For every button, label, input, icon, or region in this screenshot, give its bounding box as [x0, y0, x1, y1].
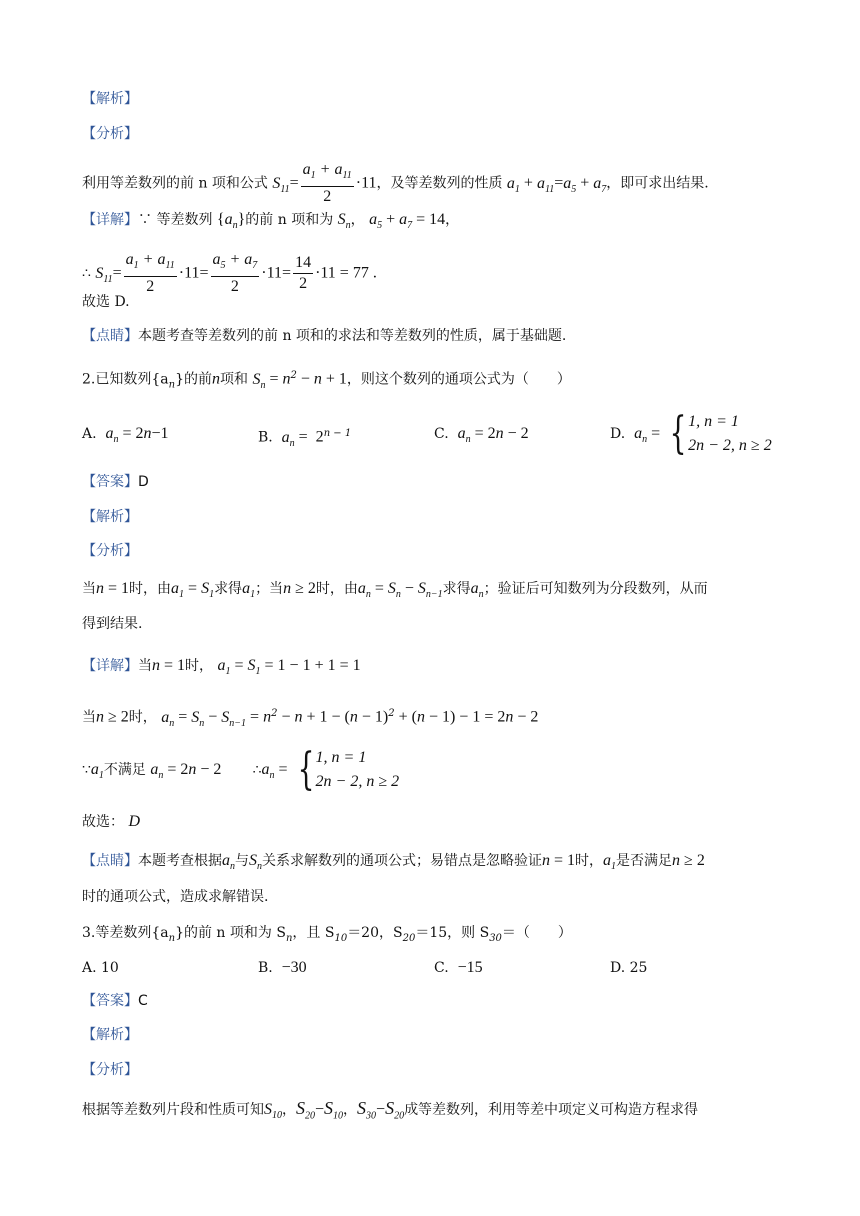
fenxi-q2: 【分析】	[82, 543, 138, 559]
analysis-q3: 【解析】	[82, 1027, 138, 1043]
detail-q2-line1: 【详解】当n = 1时， $a_1 = S_1 = 1 - 1 + 1 = 1$	[82, 657, 361, 678]
detail-line-2: ∴ $S_{11}=$ $\frac{a_1 + a_{11}}{2}$ ·11= $\frac{a_5 + a_7}{2}$ ·11= $\frac{14}{2}$ ·11 = 77 .	[82, 251, 377, 296]
fenxi-text: 利用等差数列的前 n 项和公式 $S_{11}=$ $\frac{a_1 + a_{11}}{2}$ ·11，及等差数列的性质 $a_1 + a_{11}=a_5 + a_7$，即可求出结果.	[82, 161, 709, 206]
answer-q3: 【答案】C	[82, 993, 148, 1009]
q3-option-b: B. −30	[258, 959, 307, 976]
question-2-stem: 2.已知数列$\{a_n\}$的前n项和 $S_n = n^2 - n + 1$，则这个数列的通项公式为（ ）	[82, 370, 571, 391]
comment-q2-line1: 【点睛】本题考查根据$a_n$与$S_n$关系求解数列的通项公式；易错点是忽略验证n = 1时，$a_1$是否满足n ≥ 2	[82, 852, 705, 873]
fenxi-q2-line2: 得到结果.	[82, 616, 143, 632]
analysis-q2: 【解析】	[82, 509, 138, 525]
option-d: D. $a_n = \{1$, n = 1 2n − 2, n ≥ 2	[610, 408, 772, 459]
comment-q1: 【点睛】本题考查等差数列的前 n 项和的求法和等差数列的性质，属于基础题.	[82, 328, 567, 344]
fenxi-q2-line1: 当n = 1时，由$a_1 = S_1$求得$a_1$；当n ≥ 2时，由$a_n = S_n - S_{n-1}$求得$a_n$；验证后可知数列为分段数列，从而	[82, 580, 708, 601]
detail-q2-line3: $\because a_1$不满足 $a_n = 2n - 2$ $\therefore a_n = \{1$, n = 1 2n − 2, n ≥ 2	[82, 744, 400, 795]
answer-q2: 【答案】D	[82, 474, 149, 490]
comment-q2-line2: 时的通项公式，造成求解错误.	[82, 889, 269, 905]
fenxi-q3-line1: 根据等差数列片段和性质可知$S_{10}$，$S_{20}-S_{10}$，$S_{30}-S_{20}$成等差数列，利用等差中项定义可构造方程求得	[82, 1098, 699, 1122]
fenxi-q3: 【分析】	[82, 1062, 138, 1078]
q3-option-c: C. −15	[434, 959, 483, 976]
option-c: C. $a_n = 2n - 2$	[434, 425, 529, 446]
option-a: A. $a_n = 2n-1$	[82, 425, 169, 446]
detail-q2-line2: 当n ≥ 2时， $a_n = S_n - S_{n-1} = n^2 - n + 1 - (n - 1)^2 + (n - 1) - 1 = 2n - 2$	[82, 708, 539, 729]
analysis-tag: 【解析】	[82, 91, 138, 107]
option-b: B. $a_n = 2^{n - 1}$	[258, 428, 352, 449]
q3-option-a: A. 10	[82, 960, 119, 976]
fenxi-tag: 【分析】	[82, 126, 138, 142]
detail-line-1: 【详解】∵ 等差数列 $\{a_n\}$的前 n 项和为 $S_n$， $a_5 + a_7 = 14$，	[82, 211, 460, 232]
choose-q2: 故选： D	[82, 813, 141, 830]
q3-option-d: D. 25	[610, 960, 648, 976]
choose-q1: 故选 D.	[82, 294, 130, 310]
question-3-stem: 3.等差数列$\{a_n\}$的前 n 项和为 $S_n$，且 $S_{10}=20$，$S_{20}=15$，则 $S_{30}=$（ ）	[82, 925, 572, 944]
